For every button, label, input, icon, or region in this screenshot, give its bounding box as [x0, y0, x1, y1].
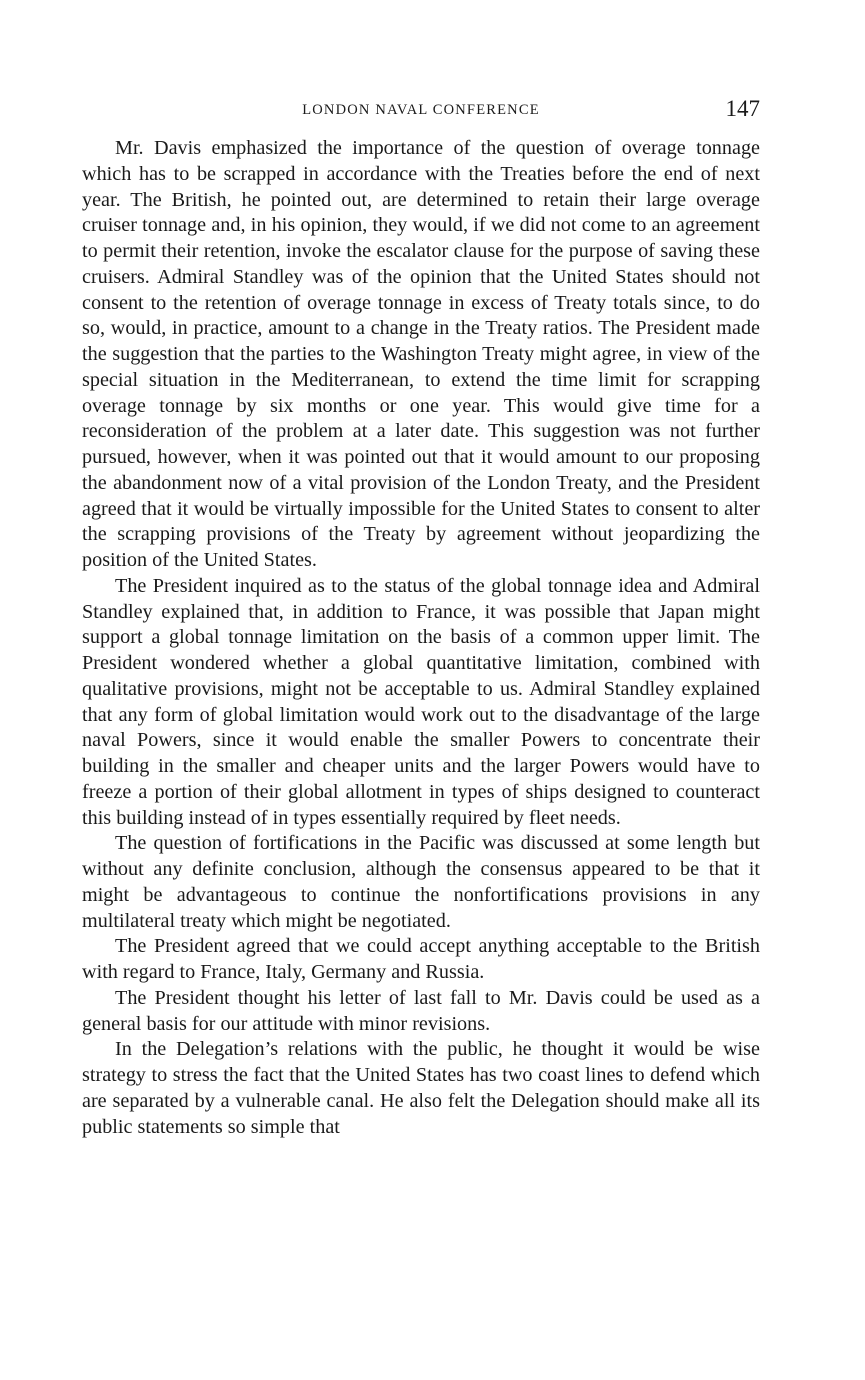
paragraph-fortifications: The question of fortifications in the Pacific was discussed at some length but without any definite conclusion, although the consensus appeared to be that it might be advantageous to continue the nonfortifications provisions in any multilateral treaty which might be negotiated.	[82, 832, 760, 932]
running-title: LONDON NAVAL CONFERENCE	[302, 102, 540, 118]
page-header	[82, 96, 760, 128]
document-page	[82, 96, 760, 1140]
paragraph-global-tonnage: The President inquired as to the status of the global tonnage idea and Admiral Standley explained that, in addition to France, it was possible that Japan might support a global tonnage limitation on the basis of a common upper limit. The President wondered whether a global quantitative limitation, combined with qualitative provisions, might not be acceptable to us. Admiral Standley explained that any form of global limitation would work out to the disadvantage of the large naval Powers, since it would enable the smaller Powers to concentrate their building in the smaller and cheaper units and the larger Powers would have to freeze a portion of their global allotment in types of ships designed to counteract this building instead of in types essentially required by fleet needs.	[82, 574, 760, 829]
paragraph-british-agreement: The President agreed that we could accept anything acceptable to the British with regard to France, Italy, Germany and Russia.	[82, 935, 760, 983]
paragraph-letter-basis: The President thought his letter of last fall to Mr. Davis could be used as a general basis for our attitude with minor revisions.	[82, 986, 760, 1035]
body-text	[82, 136, 760, 1140]
paragraph-overage-tonnage: Mr. Davis emphasized the importance of the question of overage tonnage which has to be scrapped in accordance with the Treaties before the end of next year. The British, he pointed out, are determined to retain their large overage cruiser tonnage and, in his opinion, they would, if we did not come to an agreement to permit their retention, invoke the escalator clause for the purpose of saving these cruisers. Admiral Standley was of the opinion that the United States should not consent to the retention of overage tonnage in excess of Treaty totals since, to do so, would, in practice, amount to a change in the Treaty ratios. The President made the suggestion that the parties to the Washington Treaty might agree, in view of the special situation in the Mediterranean, to extend the time limit for scrapping overage tonnage by six months or one year. This would give time for a reconsideration of the problem at a later date. This suggestion was not further pursued, however, when it was pointed out that it would amount to our proposing the abandonment now of a vital provision of the London Treaty, and the President agreed that it would be virtually impossible for the United States to consent to alter the scrapping provisions of the Treaty by agreement without jeopardizing the position of the United States.	[82, 137, 760, 571]
paragraph-public-relations: In the Delegation’s relations with the public, he thought it would be wise strategy to stress the fact that the United States has two coast lines to defend which are separated by a vulnerable canal. He also felt the Delegation should make all its public statements so simple that	[82, 1038, 760, 1138]
page-number: 147	[725, 96, 760, 121]
